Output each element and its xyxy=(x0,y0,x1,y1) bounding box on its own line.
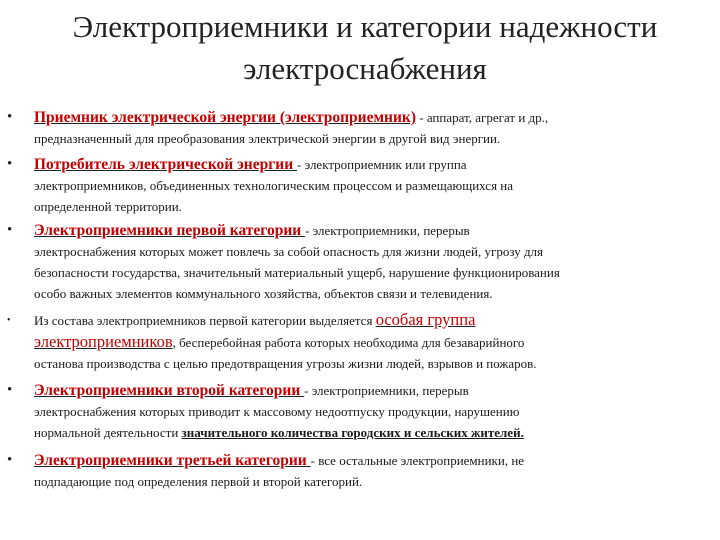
definition-text: нормальной деятельности xyxy=(34,425,182,440)
term-third-category: Электроприемники третьей категории xyxy=(34,452,311,469)
term-special-group: особая группа xyxy=(375,310,476,329)
definition-item-receiver xyxy=(7,107,684,149)
definition-text: - электроприемники, перерыв xyxy=(304,383,469,398)
term-second-category: Электроприемники второй категории xyxy=(34,382,305,399)
definition-text: - все остальные электроприемники, не xyxy=(310,453,525,468)
definition-text: предназначенный для преобразования электрической энергии в другой вид энергии. xyxy=(34,131,501,146)
bullet-icon: • xyxy=(7,222,13,238)
definition-text: - электроприемники, перерыв xyxy=(305,223,470,238)
slide-title xyxy=(30,6,700,90)
definition-text: - аппарат, агрегат и др., xyxy=(416,110,549,125)
definition-text: останова производства с целью предотвращения угрозы жизни людей, взрывов и пожаров. xyxy=(34,356,537,371)
definition-text: электроснабжения которых может повлечь за собой опасность для жизни людей, угрозу для xyxy=(34,244,544,259)
definition-text: электроприемников, объединенных технологическим процессом и размещающихся на xyxy=(34,178,514,193)
definition-item-second-category xyxy=(7,380,684,443)
term-consumer: Потребитель электрической энергии xyxy=(34,156,298,173)
bullet-icon: • xyxy=(7,109,13,125)
definition-item-first-category xyxy=(7,220,684,304)
slide-title-line2: электроснабжения xyxy=(243,51,487,86)
emphasis-text: значительного количества городских и сельских жителей. xyxy=(181,425,524,440)
definition-text: - электроприемник или группа xyxy=(297,157,467,172)
bullet-icon: • xyxy=(7,382,13,398)
slide-title-line1: Электроприемники и категории надежности xyxy=(72,9,658,44)
term-receiver: Приемник электрической энергии (электроприемник) xyxy=(34,109,416,126)
term-first-category: Электроприемники первой категории xyxy=(34,222,306,239)
definition-text: определенной территории. xyxy=(34,199,182,214)
definition-item-consumer xyxy=(7,154,684,217)
definition-text: особо важных элементов коммунального хозяйства, объектов связи и телевидения. xyxy=(34,286,493,301)
definition-text: подпадающие под определения первой и второй категорий. xyxy=(34,474,363,489)
term-special-group-cont: электроприемников xyxy=(34,332,173,351)
bullet-icon: • xyxy=(7,452,13,468)
bullet-icon: • xyxy=(7,156,13,172)
definition-text: , бесперебойная работа которых необходима для безаварийного xyxy=(172,335,525,350)
definition-text: электроснабжения которых приводит к массовому недоотпуску продукции, нарушению xyxy=(34,404,520,419)
definition-item-special-group xyxy=(7,309,684,374)
definition-item-third-category xyxy=(7,450,684,492)
definition-text: безопасности государства, значительный материальный ущерб, нарушение функционирования xyxy=(34,265,560,280)
bullet-icon: • xyxy=(7,315,11,326)
definition-text: Из состава электроприемников первой категории выделяется xyxy=(34,313,376,328)
